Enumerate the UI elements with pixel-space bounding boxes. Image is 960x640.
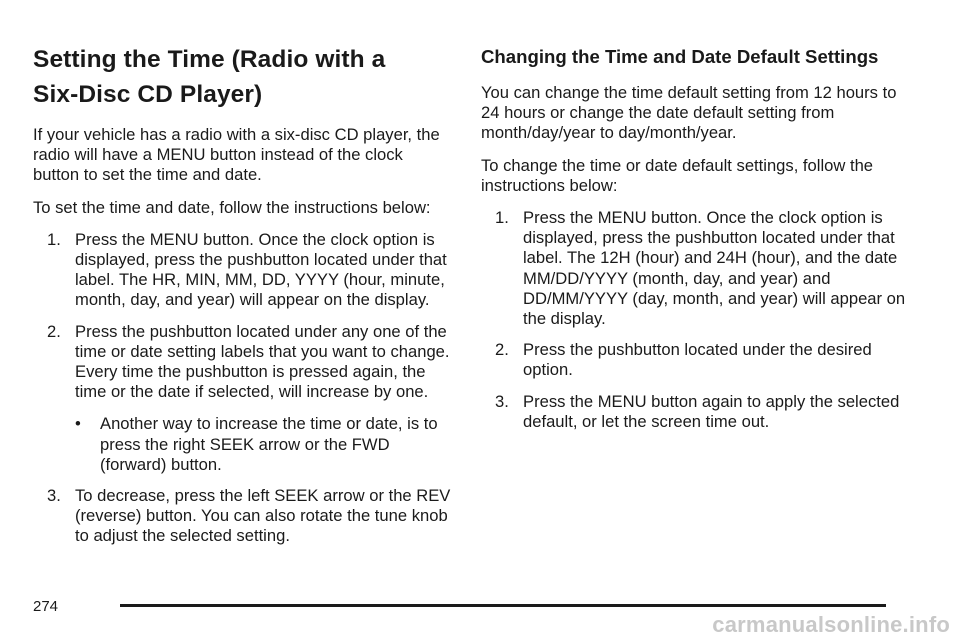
section-title xyxy=(33,42,453,112)
footer-divider xyxy=(120,604,886,607)
section-title-line2: Six-Disc CD Player) xyxy=(33,81,263,108)
bullet-icon: • xyxy=(75,414,81,434)
bullet-note xyxy=(75,414,453,475)
page-number: 274 xyxy=(33,598,59,615)
step-number: 1. xyxy=(495,208,509,228)
section-title-line1: Setting the Time (Radio with a xyxy=(33,46,386,73)
step-item xyxy=(481,392,911,432)
step-item xyxy=(481,208,911,329)
step-text: Press the MENU button again to apply the selected default, or let the screen time out. xyxy=(523,391,900,431)
step-number: 3. xyxy=(495,391,509,411)
right-column xyxy=(481,42,911,443)
step-text: To decrease, press the left SEEK arrow or the REV (reverse) button. You can also rotate the tune knob to adjust the selected setting. xyxy=(75,486,451,546)
step-text: Press the pushbutton located under any one of the time or date setting labels that you want to change. Every time the pushbutton is pressed again, the time or the date if selected, will increase by one. xyxy=(75,321,450,402)
left-column xyxy=(33,42,453,558)
lead-paragraph: To set the time and date, follow the instructions below: xyxy=(33,197,431,217)
step-item xyxy=(33,230,453,311)
subsection-title: Changing the Time and Date Default Settings xyxy=(481,46,879,67)
step-number: 2. xyxy=(495,340,509,360)
watermark-logo: carmanualsonline.info xyxy=(712,612,950,637)
step-item xyxy=(33,486,453,547)
steps-list xyxy=(33,230,453,547)
intro-paragraph: You can change the time default setting from 12 hours to 24 hours or change the date default setting from month/day/year to day/month/year. xyxy=(481,83,897,143)
intro-paragraph: If your vehicle has a radio with a six-disc CD player, the radio will have a MENU button instead of the clock button to set the time and date. xyxy=(33,125,440,185)
step-item xyxy=(33,322,453,475)
steps-list xyxy=(481,208,911,432)
step-number: 1. xyxy=(47,229,61,249)
lead-paragraph: To change the time or date default settings, follow the instructions below: xyxy=(481,155,874,195)
step-number: 2. xyxy=(47,321,61,341)
step-item xyxy=(481,340,911,380)
step-text: Press the MENU button. Once the clock option is displayed, press the pushbutton located under that label. The 12H (hour) and 24H (hour), and the date MM/DD/YYYY (month, day, and year) and DD/MM/YYYY (day, month, and year) will appear on the display. xyxy=(523,208,906,329)
step-number: 3. xyxy=(47,486,61,506)
step-text: Press the pushbutton located under the desired option. xyxy=(523,340,872,380)
bullet-text: Another way to increase the time or date, is to press the right SEEK arrow or the FWD (forward) button. xyxy=(100,414,438,474)
step-text: Press the MENU button. Once the clock option is displayed, press the pushbutton located under that label. The HR, MIN, MM, DD, YYYY (hour, minute, month, day, and year) will appear on the display. xyxy=(75,229,447,310)
